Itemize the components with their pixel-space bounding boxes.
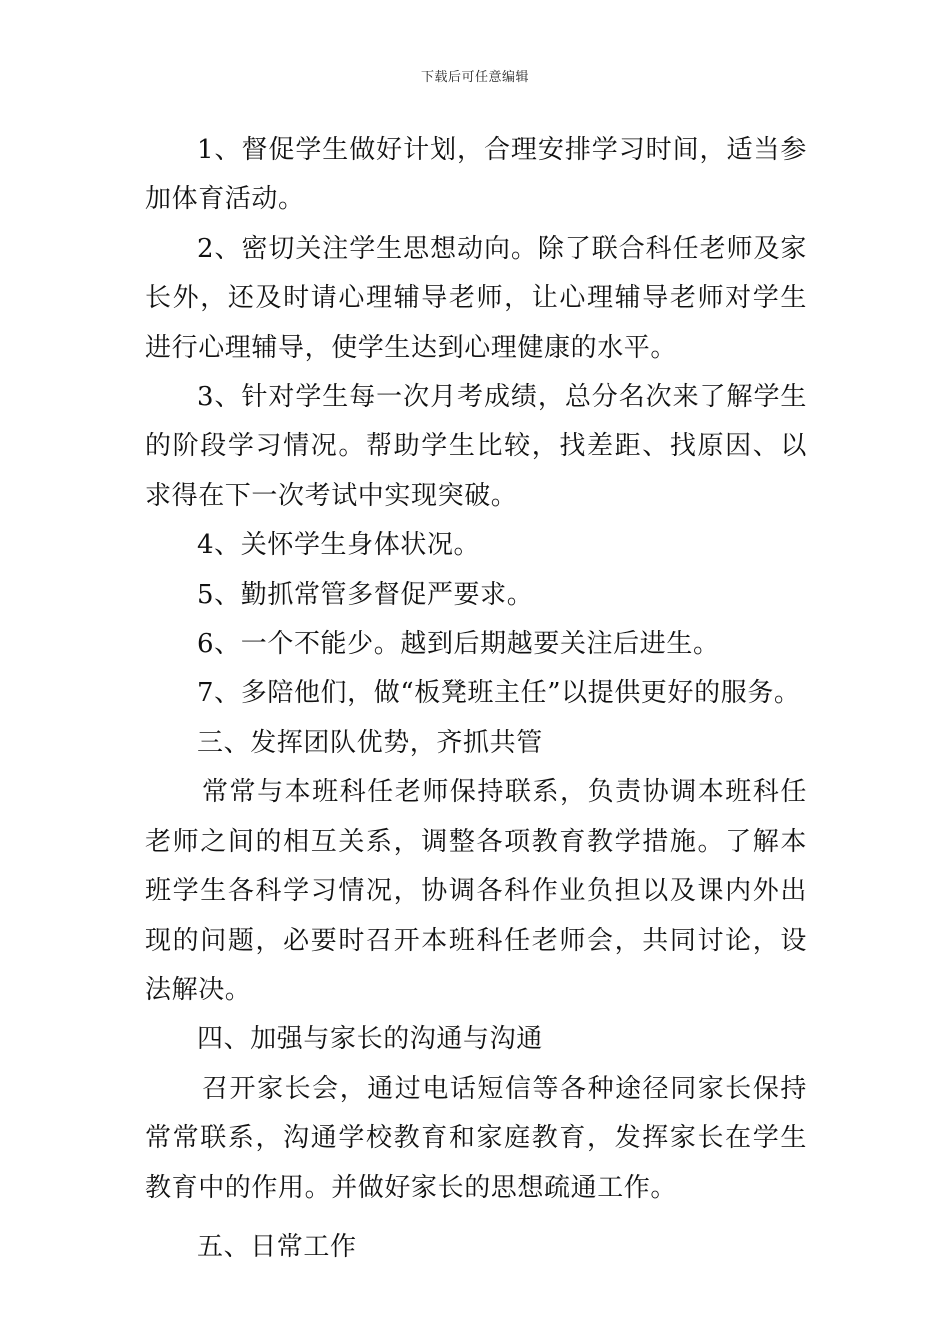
paragraph-parent-communication: 召开家长会，通过电话短信等各种途径同家长保持常常联系，沟通学校教育和家庭教育，发挥家长在学生教育中的作用。并做好家长的思想疏通工作。: [145, 1073, 807, 1203]
paragraph-item-7: 7、多陪他们，做“板凳班主任”以提供更好的服务。: [197, 678, 801, 709]
section-heading-4: 四、加强与家长的沟通与沟通: [197, 1024, 543, 1055]
section-heading-5: 五、日常工作: [197, 1231, 357, 1262]
paragraph-item-2: 2、密切关注学生思想动向。除了联合科任老师及家长外，还及时请心理辅导老师，让心理辅导老师对学生进行心理辅导，使学生达到心理健康的水平。: [145, 233, 807, 363]
paragraph-teacher-coordination: 常常与本班科任老师保持联系，负责协调本班科任老师之间的相互关系，调整各项教育教学措施。了解本班学生各科学习情况，协调各科作业负担以及课内外出现的问题，必要时召开本班科任老师会，共同讨论，设法解决。: [145, 777, 807, 1005]
paragraph-item-1: 1、督促学生做好计划，合理安排学习时间，适当参加体育活动。: [145, 135, 807, 215]
document-body: [145, 126, 807, 1272]
paragraph-item-3: 3、针对学生每一次月考成绩，总分名次来了解学生的阶段学习情况。帮助学生比较，找差距、找原因、以求得在下一次考试中实现突破。: [145, 382, 807, 511]
paragraph-item-4: 4、关怀学生身体状况。: [197, 530, 481, 561]
paragraph-item-6: 6、一个不能少。越到后期越要关注后进生。: [197, 629, 720, 660]
paragraph-item-5: 5、勤抓常管多督促严要求。: [197, 579, 534, 610]
section-heading-3: 三、发挥团队优势，齐抓共管: [197, 727, 543, 758]
page-header: 下载后可任意编辑: [420, 70, 529, 85]
